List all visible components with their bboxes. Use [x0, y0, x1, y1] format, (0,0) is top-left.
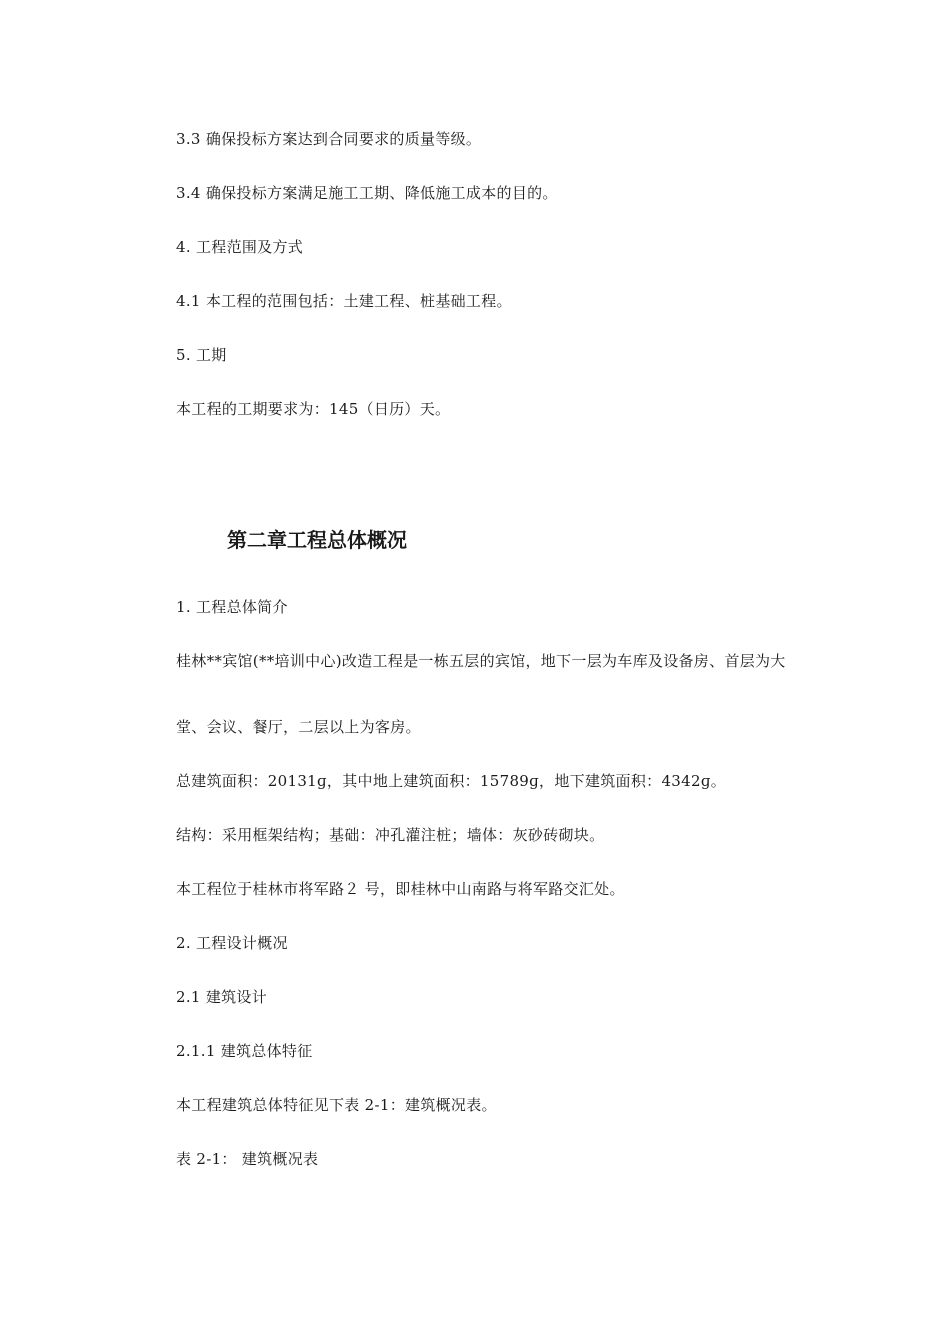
- paragraph-area: 总建筑面积：20131ɡ，其中地上建筑面积：15789ɡ，地下建筑面积：4342ɡ。: [176, 772, 727, 790]
- paragraph-3-4: 3.4 确保投标方案满足施工工期、降低施工成本的目的。: [176, 184, 558, 202]
- paragraph-structure: 结构：采用框架结构；基础：冲孔灌注桩；墙体：灰砂砖砌块。: [176, 826, 605, 844]
- paragraph-location: 本工程位于桂林市将军路２ 号，即桂林中山南路与将军路交汇处。: [176, 880, 625, 898]
- table-caption: 表 2-1： 建筑概况表: [176, 1150, 319, 1168]
- section-5-heading: 5. 工期: [176, 346, 227, 364]
- section-1-heading: 1. 工程总体简介: [176, 598, 288, 616]
- paragraph-duration: 本工程的工期要求为：145（日历）天。: [176, 400, 451, 418]
- paragraph-3-3: 3.3 确保投标方案达到合同要求的质量等级。: [176, 130, 482, 148]
- paragraph-overview-line2: 堂、会议、餐厅，二层以上为客房。: [176, 718, 421, 736]
- section-2-1-1-heading: 2.1.1 建筑总体特征: [176, 1042, 313, 1060]
- chapter-title: 第二章工程总体概况: [227, 528, 407, 552]
- paragraph-overview-line1: 桂林**宾馆(**培训中心)改造工程是一栋五层的宾馆，地下一层为车库及设备房、首层为大: [176, 652, 786, 670]
- paragraph-table-reference: 本工程建筑总体特征见下表 2-1：建筑概况表。: [176, 1096, 497, 1114]
- paragraph-4-1: 4.1 本工程的范围包括：土建工程、桩基础工程。: [176, 292, 512, 310]
- section-4-heading: 4. 工程范围及方式: [176, 238, 304, 256]
- section-2-1-heading: 2.1 建筑设计: [176, 988, 268, 1006]
- section-2-heading: 2. 工程设计概况: [176, 934, 288, 952]
